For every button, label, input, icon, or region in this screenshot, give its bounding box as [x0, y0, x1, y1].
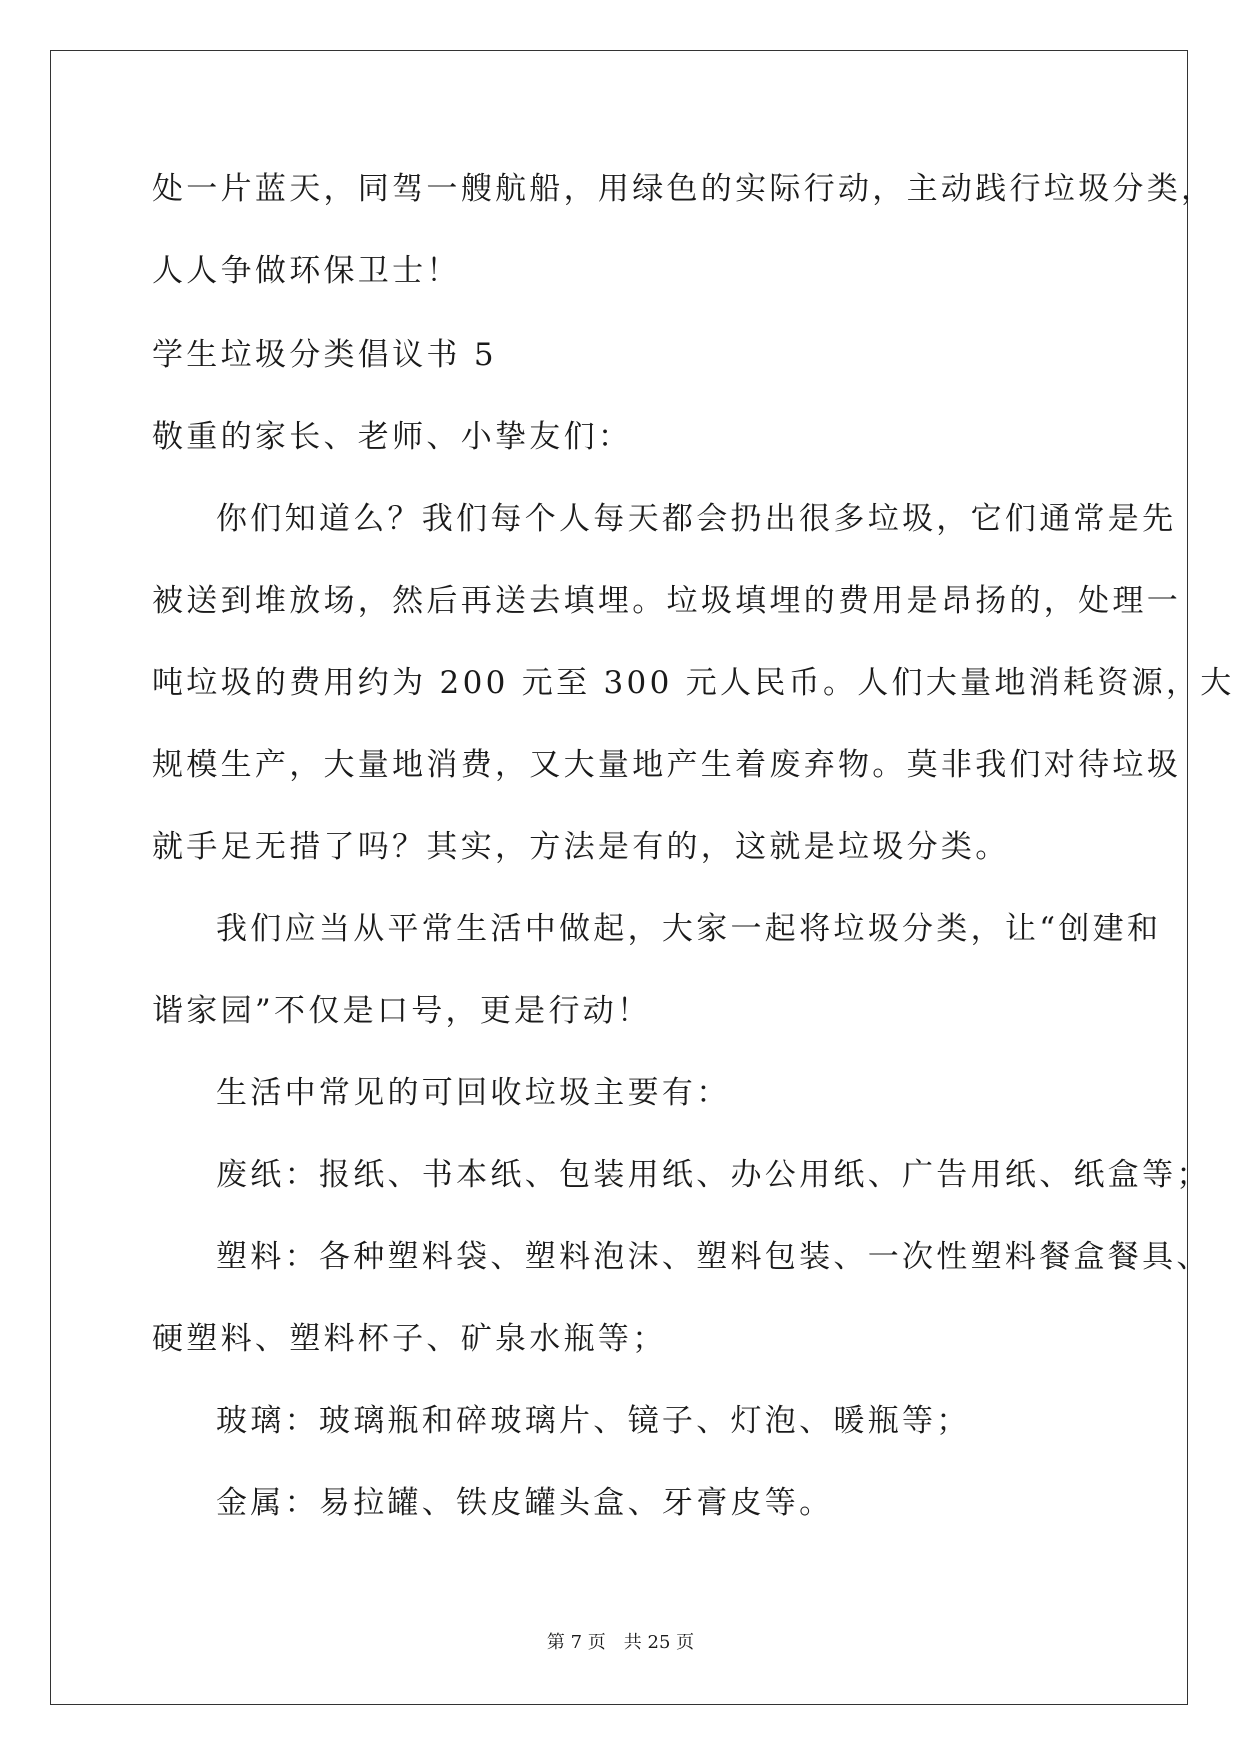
- list-item: 塑料：各种塑料袋、塑料泡沫、塑料包装、一次性塑料餐盒餐具、: [216, 1239, 1211, 1275]
- paragraph-line: 处一片蓝天，同驾一艘航船，用绿色的实际行动，主动践行垃圾分类，: [152, 171, 1216, 207]
- list-item-continuation: 硬塑料、塑料杯子、矿泉水瓶等；: [152, 1321, 667, 1357]
- paragraph-line: 人人争做环保卫士！: [152, 253, 461, 289]
- paragraph-line: 我们应当从平常生活中做起，大家一起将垃圾分类，让“创建和: [216, 911, 1162, 947]
- paragraph-line: 规模生产，大量地消费，又大量地产生着废弃物。莫非我们对待垃圾: [152, 747, 1181, 783]
- paragraph-line: 你们知道么？我们每个人每天都会扔出很多垃圾，它们通常是先: [216, 501, 1177, 537]
- list-item: 废纸：报纸、书本纸、包装用纸、办公用纸、广告用纸、纸盒等；: [216, 1157, 1211, 1193]
- paragraph-line: 被送到堆放场，然后再送去填埋。垃圾填埋的费用是昂扬的，处理一: [152, 583, 1181, 619]
- salutation: 敬重的家长、老师、小挚友们：: [152, 419, 633, 455]
- page-border: [50, 50, 1188, 1705]
- section-title: 学生垃圾分类倡议书 5: [152, 337, 497, 373]
- list-item: 玻璃：玻璃瓶和碎玻璃片、镜子、灯泡、暖瓶等；: [216, 1403, 971, 1439]
- paragraph-line: 吨垃圾的费用约为 200 元至 300 元人民币。人们大量地消耗资源，大: [152, 665, 1235, 701]
- paragraph-line: 谐家园”不仅是口号，更是行动！: [152, 993, 652, 1029]
- page-number: 第 7 页 共 25 页: [546, 1632, 695, 1653]
- list-item: 金属：易拉罐、铁皮罐头盒、牙膏皮等。: [216, 1485, 834, 1521]
- paragraph-line: 就手足无措了吗？其实，方法是有的，这就是垃圾分类。: [152, 829, 1010, 865]
- paragraph-line: 生活中常见的可回收垃圾主要有：: [216, 1075, 731, 1111]
